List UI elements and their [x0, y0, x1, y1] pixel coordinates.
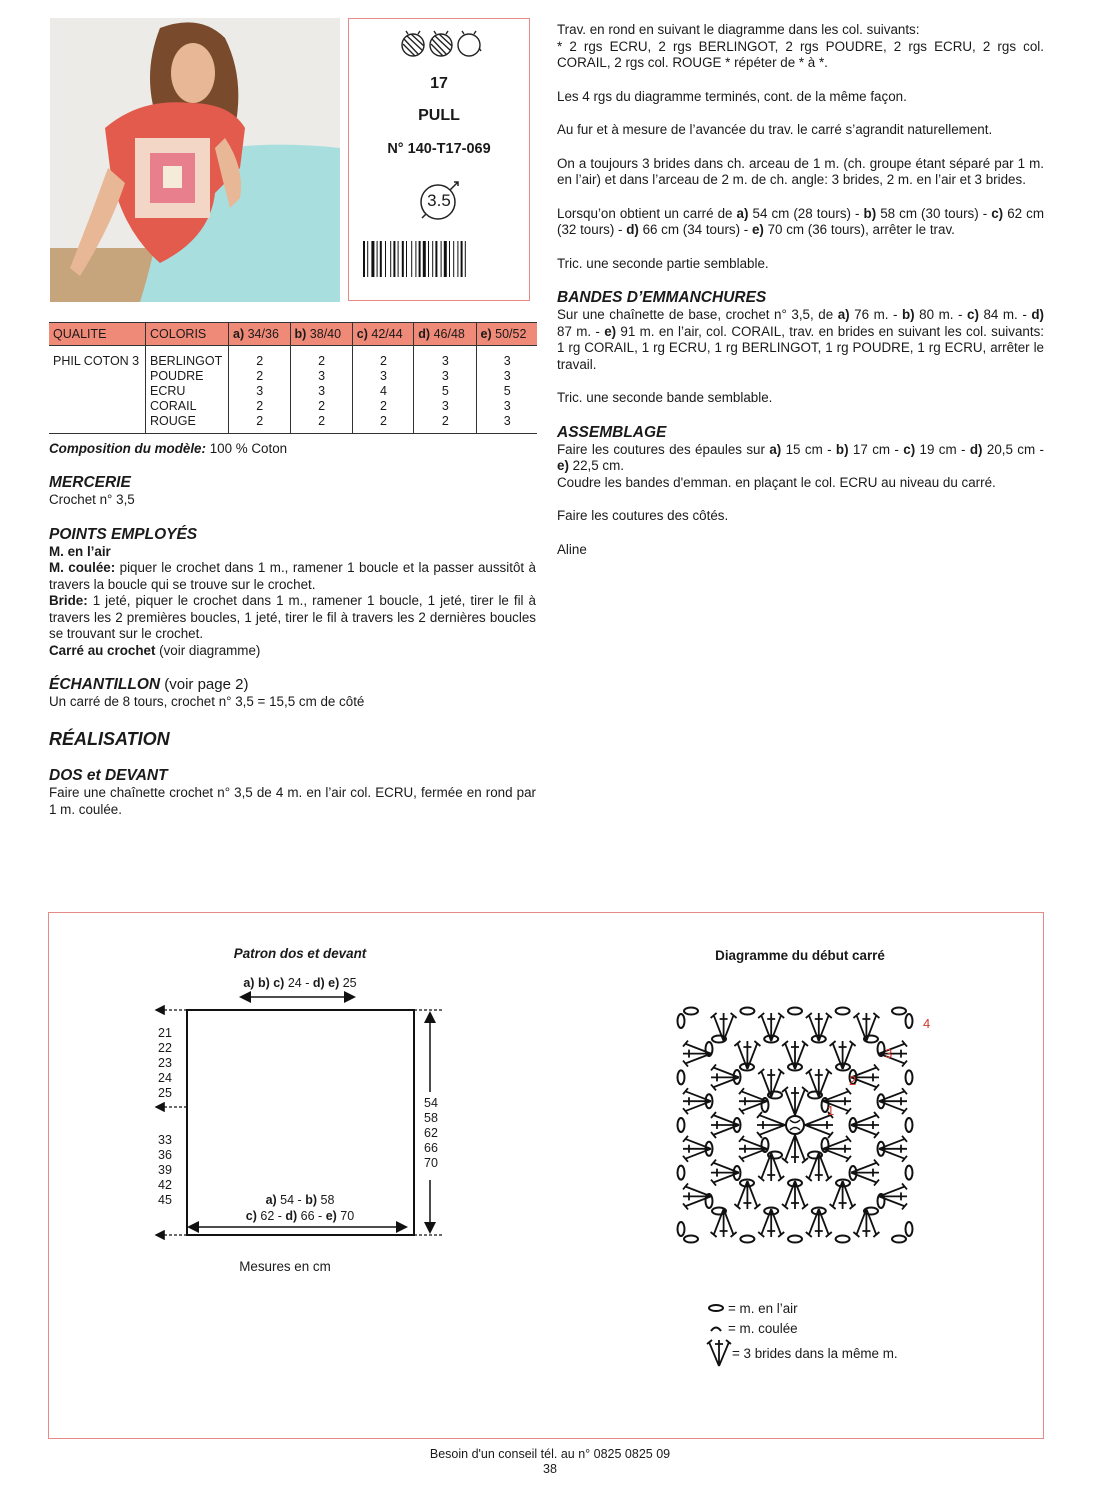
bandes-text: Sur une chaînette de base, crochet n° 3,5, de a) 76 m. - b) 80 m. - c) 84 m. - d) 87 m. - e) 91 m. en l’air, col. CORAIL, trav. en brides en suivant les col. suivants: 1 rg CORAIL, 1 rg ECRU, 1 rg BERLINGOT, 1 rg POUDRE, 1 rg ECRU, arrêter le travail.: [557, 307, 1044, 372]
instructions-p1b: * 2 rgs ECRU, 2 rgs BERLINGOT, 2 rgs POUDRE, 2 rgs ECRU, 2 rgs col. CORAIL, 2 rgs col. ROUGE * répéter de * à *.: [557, 38, 1044, 70]
barcode-bar: [363, 241, 365, 277]
model-photo: [50, 18, 340, 302]
chain-stitch-symbol: [740, 1236, 754, 1243]
barcode: [361, 241, 519, 279]
treble-group-symbol: [806, 1013, 832, 1041]
quantity: 5: [441, 384, 449, 398]
treble-group-symbol: [851, 1112, 879, 1138]
treble-group-symbol: [683, 1088, 711, 1114]
quantity: 3: [318, 384, 326, 398]
hook-size-badge: [413, 177, 467, 223]
quantity: 2: [441, 414, 449, 428]
left-column: [49, 474, 536, 818]
header-size-d: d) 46/48: [414, 323, 476, 346]
schema-caption: Mesures en cm: [239, 1259, 331, 1274]
measure-value: 24: [158, 1071, 172, 1085]
header-quality: QUALITE: [49, 323, 146, 346]
size-d-quantities: [414, 346, 476, 434]
color-name: CORAIL: [150, 399, 197, 413]
mercerie-text: Crochet n° 3,5: [49, 492, 135, 507]
quantity: 2: [256, 399, 264, 413]
table-header-row: [49, 323, 537, 346]
quantity: 2: [256, 369, 264, 383]
quantity: 2: [318, 414, 326, 428]
barcode-bar: [406, 241, 407, 277]
size-b-quantities: [290, 346, 352, 434]
assemblage-text: Faire les coutures des épaules sur a) 15 cm - b) 17 cm - c) 19 cm - d) 20,5 cm - e) 22,5 cm.: [557, 441, 1044, 473]
instructions-p3: Au fur et à mesure de l’avancée du trav. le carré s’agrandit naturellement.: [557, 122, 993, 137]
measure-value: 45: [158, 1193, 172, 1207]
chain-stitch-symbol: [684, 1236, 698, 1243]
measure-value: 39: [158, 1163, 172, 1177]
legend-text: = m. en l’air: [728, 1300, 798, 1316]
yarn-quantity-table: [49, 322, 537, 434]
armhole-measures: [150, 1026, 180, 1101]
colors-cell: [146, 346, 229, 434]
dos-devant-text: Faire une chaînette crochet n° 3,5 de 4 m. en l’air col. ECRU, fermée en rond par 1 m. coulée.: [49, 785, 536, 817]
center-ring-symbol: [786, 1116, 804, 1134]
treble-group-symbol: [830, 1181, 856, 1209]
assemblage-text-2: Coudre les bandes d'emman. en plaçant le col. ECRU au niveau du carré.: [557, 474, 996, 490]
section-title-bandes: BANDES D’EMMANCHURES: [557, 289, 767, 306]
chain-stitch-symbol: [684, 1008, 698, 1015]
barcode-bar: [393, 241, 395, 277]
measure-value: 33: [158, 1133, 172, 1147]
quantity: 2: [380, 354, 387, 368]
header-size-b: b) 38/40: [290, 323, 352, 346]
barcode-bar: [444, 241, 447, 277]
barcode-bar: [415, 241, 416, 277]
color-name: ROUGE: [150, 414, 196, 428]
echantillon-note: (voir page 2): [160, 676, 249, 693]
section-title-mercerie: MERCERIE: [49, 474, 131, 491]
chain-stitch-symbol: [836, 1008, 850, 1015]
quantity: 3: [503, 414, 511, 428]
treble-group-symbol: [711, 1160, 739, 1186]
quantity: 3: [503, 369, 511, 383]
treble-group-symbol: [758, 1013, 784, 1041]
chain-stitch-symbol: [906, 1166, 913, 1180]
measure-value: 70: [424, 1156, 438, 1170]
barcode-bar: [465, 241, 466, 277]
quality-cell: PHIL COTON 3: [49, 346, 146, 434]
chain-stitch-symbol: [678, 1166, 685, 1180]
chain-stitch-symbol: [678, 1070, 685, 1084]
quantity: 2: [380, 414, 387, 428]
round-number-label: 1: [827, 1103, 835, 1118]
schema-top-measure: a) b) c) 24 - d) e) 25: [243, 976, 357, 990]
round-number-label: 3: [885, 1046, 893, 1061]
treble-group-symbol: [782, 1135, 808, 1163]
chain-stitch-symbol: [678, 1118, 685, 1132]
chain-stitch-symbol: [906, 1118, 913, 1132]
composition-label: Composition du modèle:: [49, 441, 206, 456]
slip-stitch-icon: [706, 1322, 726, 1334]
measure-value: 54: [424, 1096, 438, 1110]
barcode-bar: [390, 241, 391, 277]
chain-stitch-icon: [706, 1302, 726, 1314]
point-coulee: M. coulée: piquer le crochet dans 1 m., ramener 1 boucle et la passer aussitôt à travers la boucle qui se trouve sur le crochet.: [49, 560, 536, 592]
treble-group-symbol: [683, 1136, 711, 1162]
treble-group-symbol: [851, 1160, 879, 1186]
designer-signature: Aline: [557, 541, 587, 557]
barcode-bar: [453, 241, 454, 277]
barcode-bar: [423, 241, 426, 277]
chain-stitch-symbol: [678, 1014, 685, 1028]
barcode-bar: [419, 241, 421, 277]
difficulty-yarn-balls-icon: [399, 29, 483, 59]
table-row: [49, 346, 537, 434]
garment-type: PULL: [418, 107, 460, 124]
chain-stitch-symbol: [906, 1070, 913, 1084]
barcode-bar: [428, 241, 429, 277]
size-e-quantities: [476, 346, 537, 434]
quantity: 3: [318, 369, 326, 383]
treble-group-symbol: [734, 1041, 760, 1069]
treble-group-symbol: [782, 1087, 808, 1115]
measure-value: 62: [424, 1126, 438, 1140]
size-a-quantities: [229, 346, 291, 434]
treble-group-symbol: [782, 1181, 808, 1209]
quantity: 2: [318, 354, 326, 368]
quantity: 4: [380, 384, 387, 398]
chain-stitch-symbol: [678, 1222, 685, 1236]
color-name: BERLINGOT: [150, 354, 223, 368]
barcode-bar: [449, 241, 450, 277]
legend-text: = 3 brides dans la même m.: [732, 1345, 898, 1361]
header-size-a: a) 34/36: [229, 323, 291, 346]
treble-group-symbol: [806, 1209, 832, 1237]
barcode-bar: [461, 241, 463, 277]
legend-text: = m. coulée: [728, 1320, 798, 1336]
barcode-bar: [385, 241, 386, 277]
measure-value: 22: [158, 1041, 172, 1055]
treble-group-symbol: [757, 1112, 785, 1138]
legend-item: [706, 1338, 898, 1368]
instructions-p5: Lorsqu’on obtient un carré de a) 54 cm (28 tours) - b) 58 cm (30 tours) - c) 62 cm (32 tours) - d) 66 cm (34 tours) - e) 70 cm (36 tours), arrêter le trav.: [557, 205, 1044, 237]
measure-value: 42: [158, 1178, 172, 1192]
height-measures: [419, 1096, 443, 1171]
model-photo-illustration: [50, 18, 340, 302]
header-colors: COLORIS: [146, 323, 229, 346]
composition-line: [49, 441, 537, 458]
barcode-bar: [367, 241, 368, 277]
composition-value: 100 % Coton: [205, 441, 288, 456]
point-bride: Bride: 1 jeté, piquer le crochet dans 1 m., ramener 1 boucle, 1 jeté, tirer le fil à travers les 2 premières boucles, 1 jeté, tirer le fil à travers les 2 dernières boucles se trouvant sur le crochet.: [49, 593, 536, 641]
measure-value: 66: [424, 1141, 438, 1155]
quantity: 3: [380, 369, 387, 383]
chain-stitch-symbol: [906, 1222, 913, 1236]
right-column: [557, 22, 1044, 558]
diagram-legend: [706, 1298, 898, 1368]
page-number: 38: [543, 1462, 557, 1476]
quantity: 3: [503, 399, 511, 413]
treble-group-symbol: [782, 1041, 808, 1069]
quantity: 5: [503, 384, 511, 398]
width-measures: a) 54 - b) 58 c) 62 - d) 66 - e) 70: [245, 1193, 355, 1223]
schema-title: Patron dos et devant: [233, 946, 367, 961]
measure-value: 23: [158, 1056, 172, 1070]
treble-group-symbol: [879, 1136, 907, 1162]
quantity: 3: [256, 384, 264, 398]
section-title-points: POINTS EMPLOYÉS: [49, 525, 198, 543]
header-size-e: e) 50/52: [476, 323, 537, 346]
crochet-chart: [655, 980, 955, 1270]
legend-item: [706, 1298, 898, 1318]
chain-stitch-symbol: [892, 1236, 906, 1243]
measure-value: 21: [158, 1026, 172, 1040]
treble-group-symbol: [711, 1112, 739, 1138]
barcode-bar: [435, 241, 437, 277]
header-size-c: c) 42/44: [352, 323, 414, 346]
chain-stitch-symbol: [906, 1014, 913, 1028]
barcode-bar: [371, 241, 374, 277]
quantity: 3: [503, 354, 511, 368]
treble-group-symbol: [758, 1209, 784, 1237]
color-name: ECRU: [150, 384, 186, 398]
quantity: 3: [441, 369, 449, 383]
section-title-echantillon: ÉCHANTILLON: [49, 676, 161, 693]
treble-group-symbol: [734, 1181, 760, 1209]
barcode-bar: [402, 241, 404, 277]
treble-group-symbol: [879, 1088, 907, 1114]
instructions-p2: Les 4 rgs du diagramme terminés, cont. de la même façon.: [557, 88, 907, 104]
hook-size-value: 3.5: [427, 191, 451, 210]
section-title-assemblage: ASSEMBLAGE: [557, 423, 667, 441]
chain-stitch-symbol: [836, 1236, 850, 1243]
barcode-bar: [398, 241, 399, 277]
quantity: 2: [318, 399, 326, 413]
help-line: Besoin d'un conseil tél. au n° 0825 0825 09: [429, 1447, 671, 1461]
chain-stitch-symbol: [788, 1008, 802, 1015]
three-treble-group-icon: [706, 1338, 732, 1368]
section-title-dos-devant: DOS et DEVANT: [49, 767, 168, 784]
quantity: 2: [256, 354, 264, 368]
barcode-bar: [380, 241, 382, 277]
pattern-reference: N° 140-T17-069: [387, 141, 491, 157]
point-carre: Carré au crochet (voir diagramme): [49, 642, 261, 658]
center-ring-symbol: [790, 1120, 800, 1130]
side-measures: [150, 1133, 180, 1208]
echantillon-heading: [49, 676, 536, 694]
chain-stitch-symbol: [740, 1008, 754, 1015]
quantity: 3: [441, 399, 449, 413]
point-air: M. en l’air: [49, 543, 111, 559]
quantity: 3: [441, 354, 449, 368]
echantillon-text: Un carré de 8 tours, crochet n° 3,5 = 15,5 cm de côté: [49, 694, 365, 709]
barcode-bar: [377, 241, 378, 277]
barcode-bar: [432, 241, 433, 277]
color-name: POUDRE: [150, 369, 204, 383]
size-c-quantities: [352, 346, 414, 434]
pattern-info-card: [348, 18, 530, 301]
measure-value: 25: [158, 1086, 172, 1100]
quantity: 2: [380, 399, 387, 413]
measure-value: 36: [158, 1148, 172, 1162]
round-number-label: 2: [849, 1073, 857, 1088]
section-title-realisation: RÉALISATION: [49, 728, 170, 749]
instructions-p1: Trav. en rond en suivant le diagramme dans les col. suivants:: [557, 22, 920, 37]
treble-group-symbol: [711, 1064, 739, 1090]
barcode-bar: [441, 241, 442, 277]
bandes-text-2: Tric. une seconde bande semblable.: [557, 390, 773, 405]
quantity: 2: [256, 414, 264, 428]
barcode-bar: [411, 241, 412, 277]
instructions-p4: On a toujours 3 brides dans ch. arceau de 1 m. (ch. groupe étant séparé par 1 m. en l’air) et dans l’arceau de 2 m. de ch. angle: 3 brides, 2 m. en l’air et 3 brides.: [557, 155, 1044, 187]
diagram-title: Diagramme du début carré: [715, 948, 885, 963]
barcode-bar: [457, 241, 458, 277]
round-number-label: 4: [923, 1016, 931, 1031]
model-number: 17: [430, 75, 448, 92]
chain-stitch-symbol: [788, 1236, 802, 1243]
measure-value: 58: [424, 1111, 438, 1125]
assemblage-text-3: Faire les coutures des côtés.: [557, 508, 729, 523]
chain-stitch-symbol: [892, 1008, 906, 1015]
instructions-p6: Tric. une seconde partie semblable.: [557, 255, 769, 271]
legend-item: [706, 1318, 898, 1338]
treble-group-symbol: [830, 1041, 856, 1069]
